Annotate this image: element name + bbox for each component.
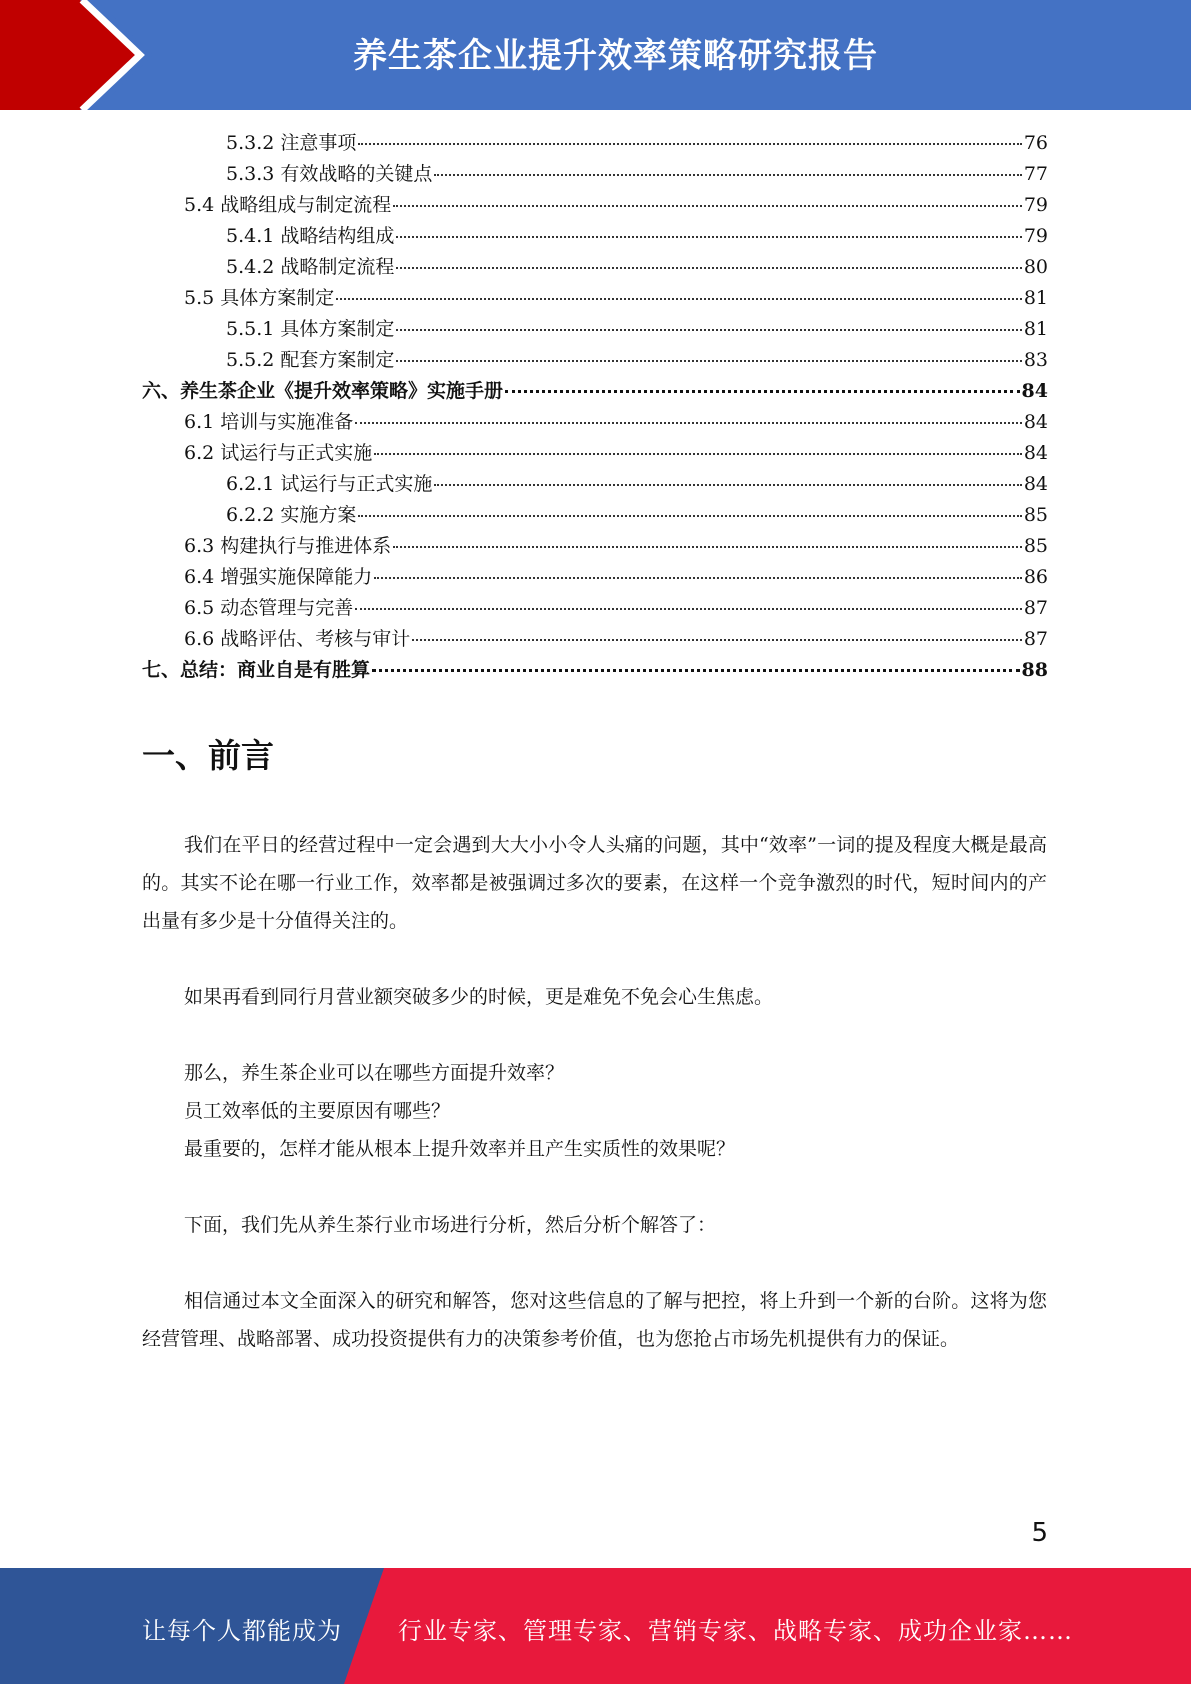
toc-dot-leader (336, 298, 1022, 300)
toc-dot-leader (393, 205, 1022, 207)
footer-slogan-left: 让每个人都能成为 (142, 1617, 342, 1645)
toc-entry-page: 84 (1023, 411, 1048, 433)
toc-entry-title: 5.5.1 具体方案制定 (226, 318, 395, 340)
toc-entry-title: 6.2.1 试运行与正式实施 (226, 473, 433, 495)
toc-entry-title: 七、总结：商业自是有胜算 (142, 659, 371, 681)
toc-chapter-entry[interactable] (142, 655, 1048, 685)
toc-entry-title: 6.2.2 实施方案 (226, 504, 357, 526)
page-header (0, 0, 1191, 110)
toc-entry-page: 85 (1023, 535, 1048, 557)
toc-entry[interactable] (226, 469, 1048, 499)
body-paragraph: 最重要的，怎样才能从根本上提升效率并且产生实质性的效果呢？ (184, 1138, 736, 1160)
page-number: 5 (1031, 1518, 1048, 1548)
toc-chapter-entry[interactable] (142, 376, 1048, 406)
toc-entry[interactable] (184, 562, 1048, 592)
body-paragraph: 员工效率低的主要原因有哪些？ (184, 1100, 451, 1122)
toc-entry-page: 76 (1023, 132, 1048, 154)
toc-entry-page: 88 (1021, 659, 1048, 681)
toc-dot-leader (412, 639, 1022, 641)
toc-entry[interactable] (184, 593, 1048, 623)
toc-entry-title: 5.4 战略组成与制定流程 (184, 194, 392, 216)
toc-dot-leader (355, 608, 1022, 610)
toc-entry-page: 79 (1023, 194, 1048, 216)
toc-entry[interactable] (184, 438, 1048, 468)
toc-entry-title: 六、养生茶企业《提升效率策略》实施手册 (142, 380, 504, 402)
toc-entry-title: 5.4.2 战略制定流程 (226, 256, 395, 278)
toc-dot-leader (396, 267, 1021, 269)
toc-entry-title: 5.5 具体方案制定 (184, 287, 335, 309)
toc-dot-leader (434, 174, 1021, 176)
toc-entry-page: 77 (1023, 163, 1048, 185)
toc-entry[interactable] (226, 159, 1048, 189)
toc-dot-leader (358, 515, 1021, 517)
toc-entry[interactable] (226, 128, 1048, 158)
toc-entry[interactable] (184, 407, 1048, 437)
toc-entry-page: 84 (1023, 473, 1048, 495)
toc-entry-page: 80 (1023, 256, 1048, 278)
toc-dot-leader (374, 577, 1022, 579)
toc-entry-page: 86 (1023, 566, 1048, 588)
toc-dot-leader (505, 390, 1020, 393)
toc-entry-title: 6.3 构建执行与推进体系 (184, 535, 392, 557)
toc-dot-leader (355, 422, 1022, 424)
toc-dot-leader (393, 546, 1022, 548)
toc-entry-page: 84 (1021, 380, 1048, 402)
body-paragraph: 下面，我们先从养生茶行业市场进行分析，然后分析个解答了： (184, 1214, 717, 1236)
body-paragraph: 如果再看到同行月营业额突破多少的时候，更是难免不免会心生焦虑。 (184, 986, 774, 1008)
footer-slogan-right: 行业专家、管理专家、营销专家、战略专家、成功企业家…… (398, 1617, 1073, 1645)
toc-entry[interactable] (226, 221, 1048, 251)
toc-dot-leader (434, 484, 1021, 486)
toc-entry-page: 81 (1023, 287, 1048, 309)
toc-entry-title: 6.6 战略评估、考核与审计 (184, 628, 411, 650)
body-paragraph: 那么，养生茶企业可以在哪些方面提升效率？ (184, 1062, 565, 1084)
toc-entry-title: 6.2 试运行与正式实施 (184, 442, 373, 464)
body-paragraph: 相信通过本文全面深入的研究和解答，您对这些信息的了解与把控，将上升到一个新的台阶。这将为您经营管理、战略部署、成功投资提供有力的决策参考价值，也为您抢占市场先机提供有力的保证。 (142, 1290, 1047, 1350)
toc-entry-title: 6.5 动态管理与完善 (184, 597, 354, 619)
toc-entry-title: 6.4 增强实施保障能力 (184, 566, 373, 588)
report-title: 养生茶企业提升效率策略研究报告 (353, 36, 878, 76)
body-paragraph: 我们在平日的经营过程中一定会遇到大大小小令人头痛的问题，其中“效率”一词的提及程度大概是最高的。其实不论在哪一行业工作，效率都是被强调过多次的要素，在这样一个竞争激烈的时代，短时间内的产出量有多少是十分值得关注的。 (142, 834, 1047, 932)
toc-entry[interactable] (184, 190, 1048, 220)
toc-entry[interactable] (184, 624, 1048, 654)
toc-entry-page: 81 (1023, 318, 1048, 340)
toc-dot-leader (396, 236, 1021, 238)
toc-entry[interactable] (226, 345, 1048, 375)
toc-dot-leader (358, 143, 1021, 145)
toc-entry-title: 6.1 培训与实施准备 (184, 411, 354, 433)
toc-entry-page: 87 (1023, 597, 1048, 619)
toc-entry[interactable] (226, 500, 1048, 530)
toc-entry[interactable] (184, 283, 1048, 313)
toc-entry-title: 5.3.3 有效战略的关键点 (226, 163, 433, 185)
toc-dot-leader (396, 329, 1021, 331)
toc-dot-leader (396, 360, 1021, 362)
toc-entry-title: 5.5.2 配套方案制定 (226, 349, 395, 371)
toc-entry[interactable] (226, 314, 1048, 344)
toc-dot-leader (374, 453, 1022, 455)
toc-entry[interactable] (184, 531, 1048, 561)
toc-entry-page: 83 (1023, 349, 1048, 371)
page-footer (0, 1568, 1191, 1684)
toc-entry[interactable] (226, 252, 1048, 282)
toc-entry-title: 5.3.2 注意事项 (226, 132, 357, 154)
section-heading: 一、前言 (142, 736, 274, 775)
toc-entry-page: 85 (1023, 504, 1048, 526)
toc-entry-page: 84 (1023, 442, 1048, 464)
toc-entry-page: 79 (1023, 225, 1048, 247)
toc-dot-leader (372, 669, 1020, 672)
toc-entry-page: 87 (1023, 628, 1048, 650)
toc-entry-title: 5.4.1 战略结构组成 (226, 225, 395, 247)
